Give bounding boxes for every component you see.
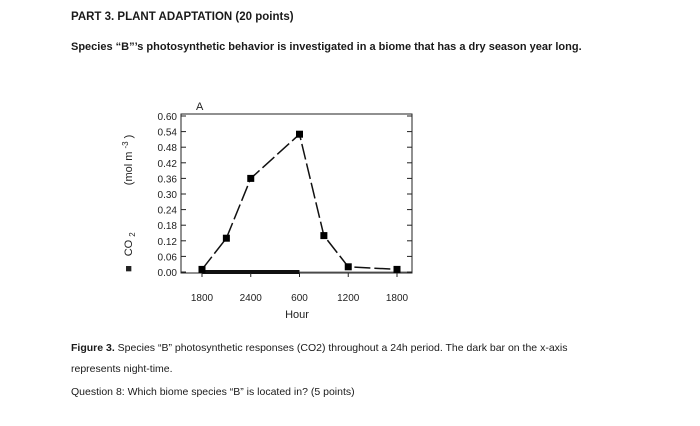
y-axis-label	[119, 135, 138, 272]
x-axis-label: Hour	[285, 309, 309, 321]
y-tick-label: 0.60	[157, 112, 177, 123]
y-label-subscript: 2	[128, 232, 137, 237]
x-tick-label: 600	[291, 293, 308, 304]
caption-label: Figure 3.	[71, 342, 115, 354]
x-tick-label: 2400	[239, 293, 262, 304]
section-heading: PART 3. PLANT ADAPTATION (20 points)	[71, 11, 294, 23]
y-tick-label: 0.00	[157, 268, 177, 279]
data-point	[345, 263, 352, 270]
y-tick-label: 0.48	[157, 143, 177, 155]
y-label-exponent: -3	[121, 141, 130, 149]
y-label-co: CO	[123, 239, 135, 257]
y-label-close: )	[123, 134, 135, 139]
panel-label: A	[196, 101, 204, 113]
x-tick-label: 1800	[190, 293, 214, 304]
y-tick-label: 0.12	[157, 236, 177, 248]
svg-text:■ CO 2 (mol	[119, 135, 138, 272]
x-tick-label: 1200	[337, 293, 360, 304]
y-label-units: (mol m	[123, 151, 135, 186]
caption-text: Species “B” photosynthetic responses (CO2) throughout a 24h period. The dark bar on the x-axis represents night-time.	[71, 342, 568, 375]
question-prompt: Species “B”’s photosynthetic behavior is investigated in a biome that has a dry season year long.	[71, 41, 582, 53]
y-tick-label: 0.30	[157, 190, 177, 201]
data-point	[394, 266, 401, 273]
y-tick-label: 0.42	[157, 158, 177, 170]
y-tick-label: 0.18	[157, 221, 177, 233]
data-point	[296, 131, 303, 138]
data-point	[223, 235, 230, 242]
figure-caption	[71, 338, 591, 380]
y-tick-label: 0.54	[157, 127, 177, 139]
data-point	[247, 175, 254, 182]
series-line	[202, 134, 397, 269]
data-point	[199, 266, 206, 273]
y-tick-label: 0.24	[157, 205, 177, 217]
x-tick-label: 1800	[385, 293, 409, 304]
y-label-marker: ■	[123, 265, 135, 272]
data-point	[320, 232, 327, 239]
question-8: Question 8: Which biome species “B” is located in? (5 points)	[71, 386, 355, 398]
y-tick-label: 0.36	[157, 174, 177, 186]
y-tick-label: 0.06	[157, 252, 177, 264]
